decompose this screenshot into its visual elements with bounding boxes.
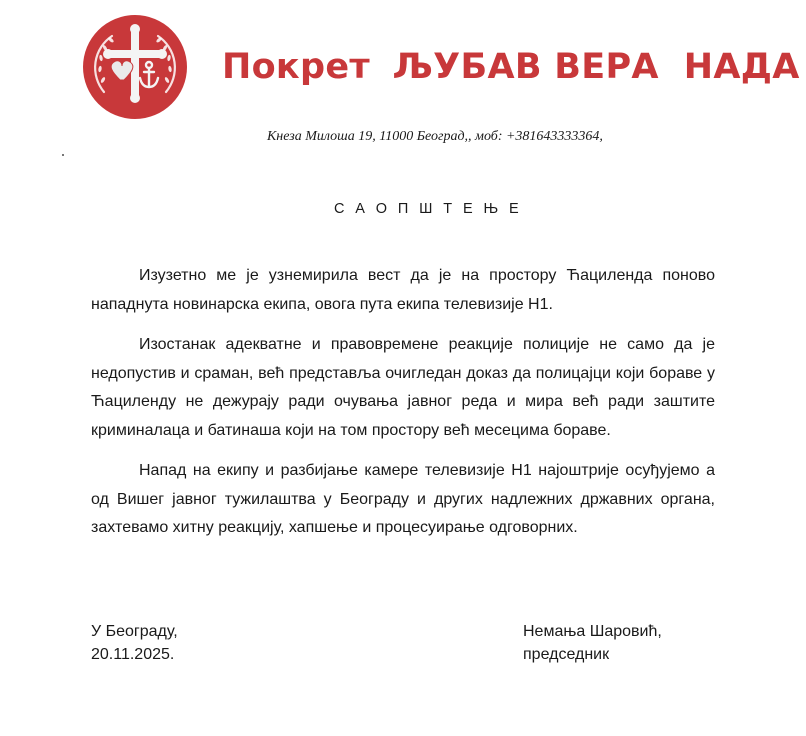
signer-name: Немања Шаровић, bbox=[523, 623, 662, 640]
stray-dot bbox=[62, 154, 64, 156]
place-text: У Београду, bbox=[91, 623, 178, 640]
place-date-block bbox=[91, 620, 178, 666]
paragraph-1: Изузетно ме је узнемирила вест да је на простору Ћациленда поново нападнута новинарска екипа, овога пута екипа телевизије Н1. bbox=[91, 267, 715, 313]
document-body bbox=[91, 262, 715, 555]
document-title: С А О П Ш Т Е Њ Е bbox=[334, 201, 523, 217]
signer-title: председник bbox=[523, 646, 610, 663]
organization-name-part1: Покрет bbox=[222, 47, 370, 87]
paragraph-2: Изостанак адекватне и правовремене реакције полиције не само да је недопустив и сраман, већ представља очигледан доказ да полицајци који бораве у Ћациленду не дежурају ради очувања јавног реда и мира већ ради заштите криминалаца и батинаша који на том простору већ месецима бораве. bbox=[91, 336, 715, 439]
signature-block bbox=[523, 620, 662, 666]
organization-name bbox=[222, 47, 800, 87]
date-text: 20.11.2025. bbox=[91, 646, 175, 663]
organization-name-part2: ЉУБАВ ВЕРА НАДА bbox=[392, 47, 800, 87]
cross-heart-anchor-emblem-icon bbox=[82, 14, 188, 120]
organization-address: Кнеза Милоша 19, 11000 Београд,, моб: +381643333364, bbox=[267, 129, 603, 144]
paragraph-3: Напад на екипу и разбијање камере телевизије Н1 најоштрије осуђујемо а од Вишег јавног тужилаштва у Београду и других надлежних државних органа, захтевамо хитну реакцију, хапшење и процесуирање одговорних. bbox=[91, 462, 715, 536]
